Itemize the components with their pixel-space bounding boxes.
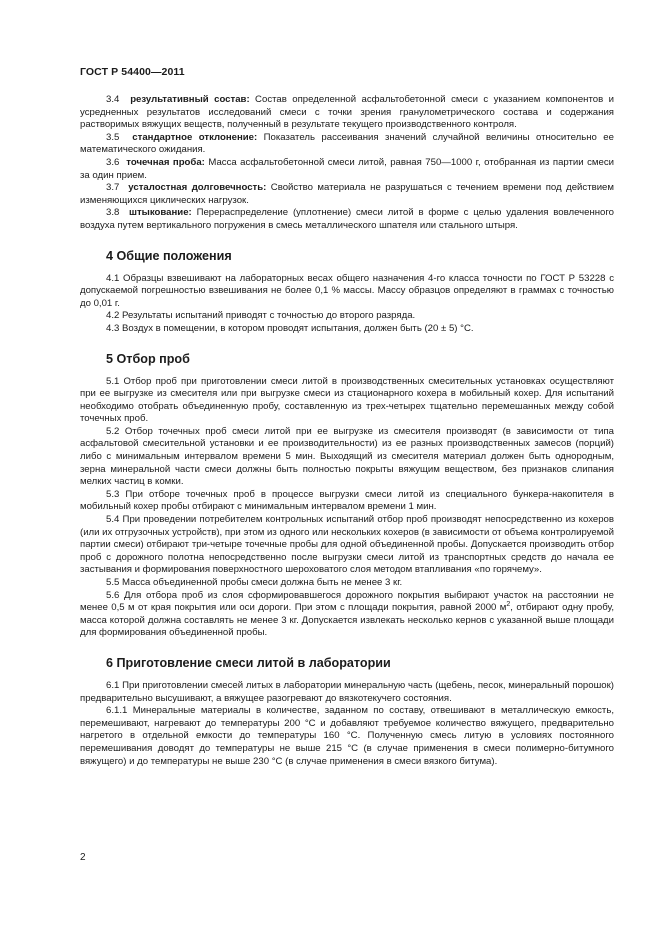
clause-3-5: 3.5 стандартное отклонение: Показатель рассеивания значений случайной величины относительно ее математического ожидания. (80, 131, 614, 156)
clause-5-3: 5.3 При отборе точечных проб в процессе выгрузки смеси литой из специального бункера-накопителя в мобильный кохер пробы отбирают с минимальным интервалом времени 1 мин. (80, 488, 614, 513)
document-body (80, 94, 614, 768)
clause-5-4: 5.4 При проведении потребителем контрольных испытаний отбор проб производят непосредственно из кохеров (или их отгрузочных устройств), при этом из одного или нескольких кохеров (в зависимости от объема контролируемой партии смеси) отбирают три-четыре точечные пробы для одной объединенной пробы. Допускается производить отбор проб с дорожного полотна непосредственно после выгрузки смеси литой из транспортных средств до начала ее застывания и формирования поверхностного шероховатого слоя методом втапливания «по горячему». (80, 514, 614, 576)
clause-4-1: 4.1 Образцы взвешивают на лабораторных весах общего назначения 4-го класса точности по ГОСТ Р 53228 с допускаемой погрешностью взвешивания не более 0,1 % массы. Массу образцов определяют в граммах с точностью до 0,01 г. (80, 272, 614, 309)
clause-6-1: 6.1 При приготовлении смесей литых в лаборатории минеральную часть (щебень, песок, минеральный порошок) предварительно высушивают, а вяжущее разогревают до вязкотекучего состояния. (80, 679, 614, 704)
clause-3-7: 3.7 усталостная долговечность: Свойство материала не разрушаться с течением времени под действием изменяющихся циклических нагрузок. (80, 182, 614, 206)
clause-4-3: 4.3 Воздух в помещении, в котором проводят испытания, должен быть (20 ± 5) °С. (106, 322, 474, 334)
clause-6-1-1: 6.1.1 Минеральные материалы в количестве, заданном по составу, отвешивают в металлическую емкость, перемешивают, нагревают до температуры 200 °С и добавляют требуемое количество вяжущего, предварительно нагретого в отдельной емкости до температуры 160 °С. Полученную смесь литую в условиях постоянного перемешивания доводят до температуры не выше 215 °С (в случае применения в смеси полимерно-битумного вяжущего) и до температуры не выше 230 °С (в случае применения в смеси вязкого битума). (80, 705, 614, 767)
clause-5-6: 5.6 Для отбора проб из слоя сформировавшегося дорожного покрытия выбирают участок на расстоянии не менее 0,5 м от края покрытия или оси дороги. При этом с площади покрытия, равной 2000 $м^2$, отбирают одну пробу, масса которой должна составлять не менее 3 кг. Допускается извлекать несколько кернов с указанной выше площади для формирования объединенной пробы. (80, 589, 614, 639)
term: точечная проба: (126, 156, 205, 168)
page-number: 2 (80, 852, 86, 863)
section-5-heading: 5 Отбор проб (106, 351, 190, 366)
term: результативный состав: (130, 94, 250, 105)
clause-3-4: 3.4 результативный состав: Состав определенной асфальтобетонной смеси с указанием компонентов и усредненных результатов исследований смеси с точки зрения гранулометрического состава и содержания растворимых вяжущих веществ, полученный в результате текущего производственного контроля. (80, 94, 614, 131)
clause-5-1: 5.1 Отбор проб при приготовлении смеси литой в производственных смесительных установках осуществляют при ее выгрузке из смесителя или при выгрузке смеси из стационарного кохера в мобильный кохер. Для испытаний необходимо отобрать объединенную пробу, составленную из трех-четырех тщательно перемешанных между собой точечных проб. (80, 375, 614, 425)
section-4-heading: 4 Общие положения (106, 248, 232, 263)
term: усталостная долговечность: (128, 182, 267, 194)
clause-3-6: 3.6 точечная проба: Масса асфальтобетонной смеси литой, равная 750—1000 г, отобранная из партии смеси за один прием. (80, 156, 614, 181)
section-3-continuation (80, 94, 614, 233)
term: штыкование: (128, 207, 192, 219)
clause-5-2: 5.2 Отбор точечных проб смеси литой при ее выгрузке из смесителя производят (в зависимости от типа асфальтовой смесительной установки и ее производительности) из ее разных производственных замесов (порций) либо с минимальным интервалом времени 5 мин. Выходящий из смесителя материал должен быть однородным, зерна минеральной части смеси должны быть полностью покрыты вяжущим веществом, без признаков слипания мелких частиц в комки. (80, 425, 614, 488)
clause-3-8: 3.8 штыкование: Перераспределение (уплотнение) смеси литой в форме с целью удаления вовлеченного воздуха путем вертикального погружения в смесь металлического шпателя или стального штыря. (80, 207, 614, 231)
document-header: ГОСТ Р 54400—2011 (80, 66, 185, 78)
section-6-heading: 6 Приготовление смеси литой в лаборатории (106, 655, 391, 670)
clause-5-5: 5.5 Масса объединенной пробы смеси должна быть не менее 3 кг. (106, 577, 403, 588)
term: стандартное отклонение: (132, 131, 258, 143)
clause-4-2: 4.2 Результаты испытаний приводят с точностью до второго разряда. (106, 310, 416, 322)
